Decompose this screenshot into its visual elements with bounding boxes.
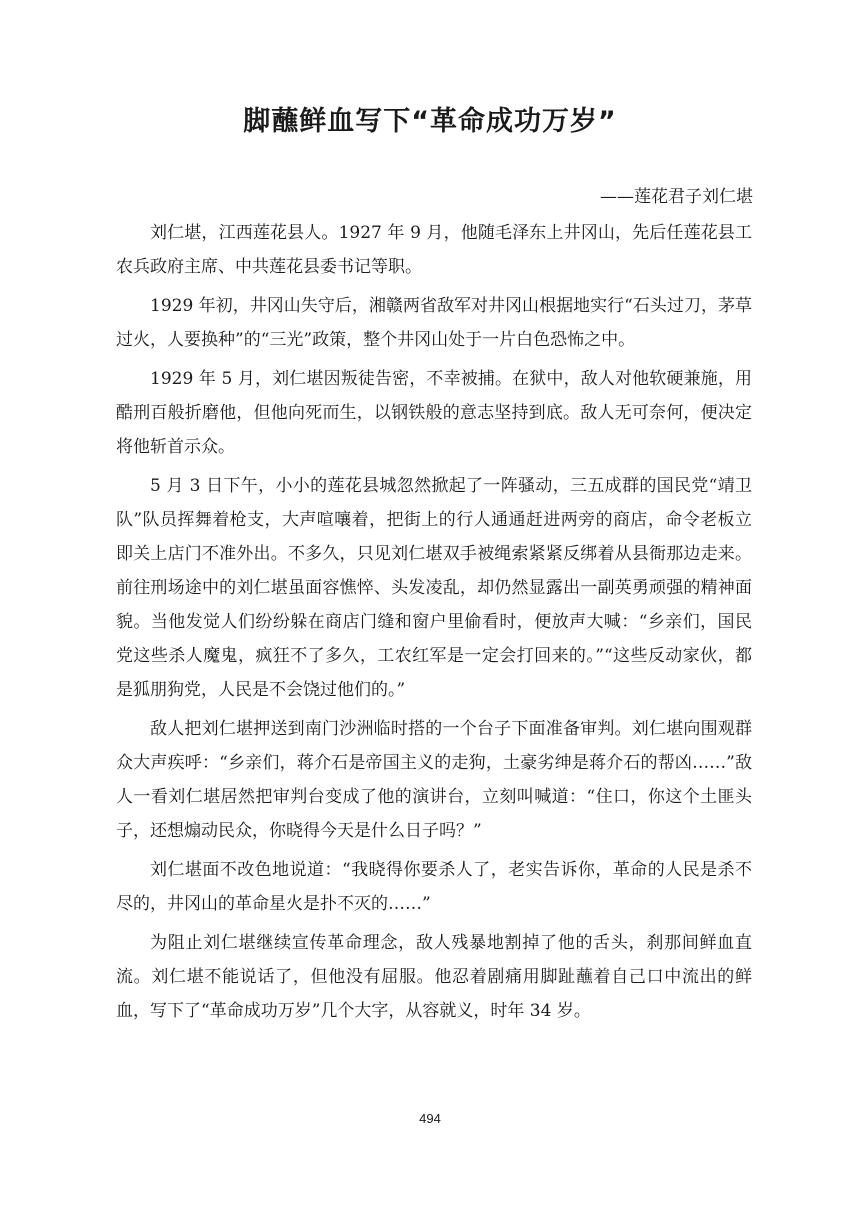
page-title: 脚蘸鲜血写下“革命成功万岁” xyxy=(243,106,617,137)
paragraph: 1929 年初，井冈山失守后，湘赣两省敌军对井冈山根据地实行“石头过刀，茅草过火，人要换种”的“三光”政策，整个井冈山处于一片白色恐怖之中。 xyxy=(116,296,752,350)
byline: ——莲花君子刘仁堪 xyxy=(600,187,753,207)
paragraph: 1929 年 5 月，刘仁堪因叛徒告密，不幸被捕。在狱中，敌人对他软硬兼施，用酷刑百般折磨他，但他向死而生，以钢铁般的意志坚持到底。敌人无可奈何，便决定将他斩首示众。 xyxy=(116,369,752,457)
paragraph: 5 月 3 日下午，小小的莲花县城忽然掀起了一阵骚动，三五成群的国民党“靖卫队”队员挥舞着枪支，大声喧嚷着，把街上的行人通通赶进两旁的商店，命令老板立即关上店门不准外出。不多久，只见刘仁堪双手被绳索紧紧反绑着从县衙那边走来。前往刑场途中的刘仁堪虽面容憔悴、头发凌乱，却仍然显露出一副英勇顽强的精神面貌。当他发觉人们纷纷躲在商店门缝和窗户里偷看时，便放声大喊：“乡亲们，国民党这些杀人魔鬼，疯狂不了多久，工农红军是一定会打回来的。”“这些反动家伙，都是狐朋狗党，人民是不会饶过他们的。” xyxy=(116,476,752,700)
paragraph: 为阻止刘仁堪继续宣传革命理念，敌人残暴地割掉了他的舌头，刹那间鲜血直流。刘仁堪不能说话了，但他没有屈服。他忍着剧痛用脚趾蘸着自己口中流出的鲜血，写下了“革命成功万岁”几个大字，从容就义，时年 34 岁。 xyxy=(116,933,752,1021)
paragraph: 敌人把刘仁堪押送到南门沙洲临时搭的一个台子下面准备审判。刘仁堪向围观群众大声疾呼：“乡亲们，蒋介石是帝国主义的走狗，土豪劣绅是蒋介石的帮凶……”敌人一看刘仁堪居然把审判台变成了他的演讲台，立刻叫喊道：“住口，你这个土匪头子，还想煽动民众，你晓得今天是什么日子吗？” xyxy=(116,719,752,841)
paragraph: 刘仁堪面不改色地说道：“我晓得你要杀人了，老实告诉你，革命的人民是杀不尽的，井冈山的革命星火是扑不灭的……” xyxy=(116,860,752,914)
page-number: 494 xyxy=(419,1111,441,1126)
article-body xyxy=(116,216,752,1033)
paragraph: 刘仁堪，江西莲花县人。1927 年 9 月，他随毛泽东上井冈山，先后任莲花县工农兵政府主席、中共莲花县委书记等职。 xyxy=(116,223,752,277)
